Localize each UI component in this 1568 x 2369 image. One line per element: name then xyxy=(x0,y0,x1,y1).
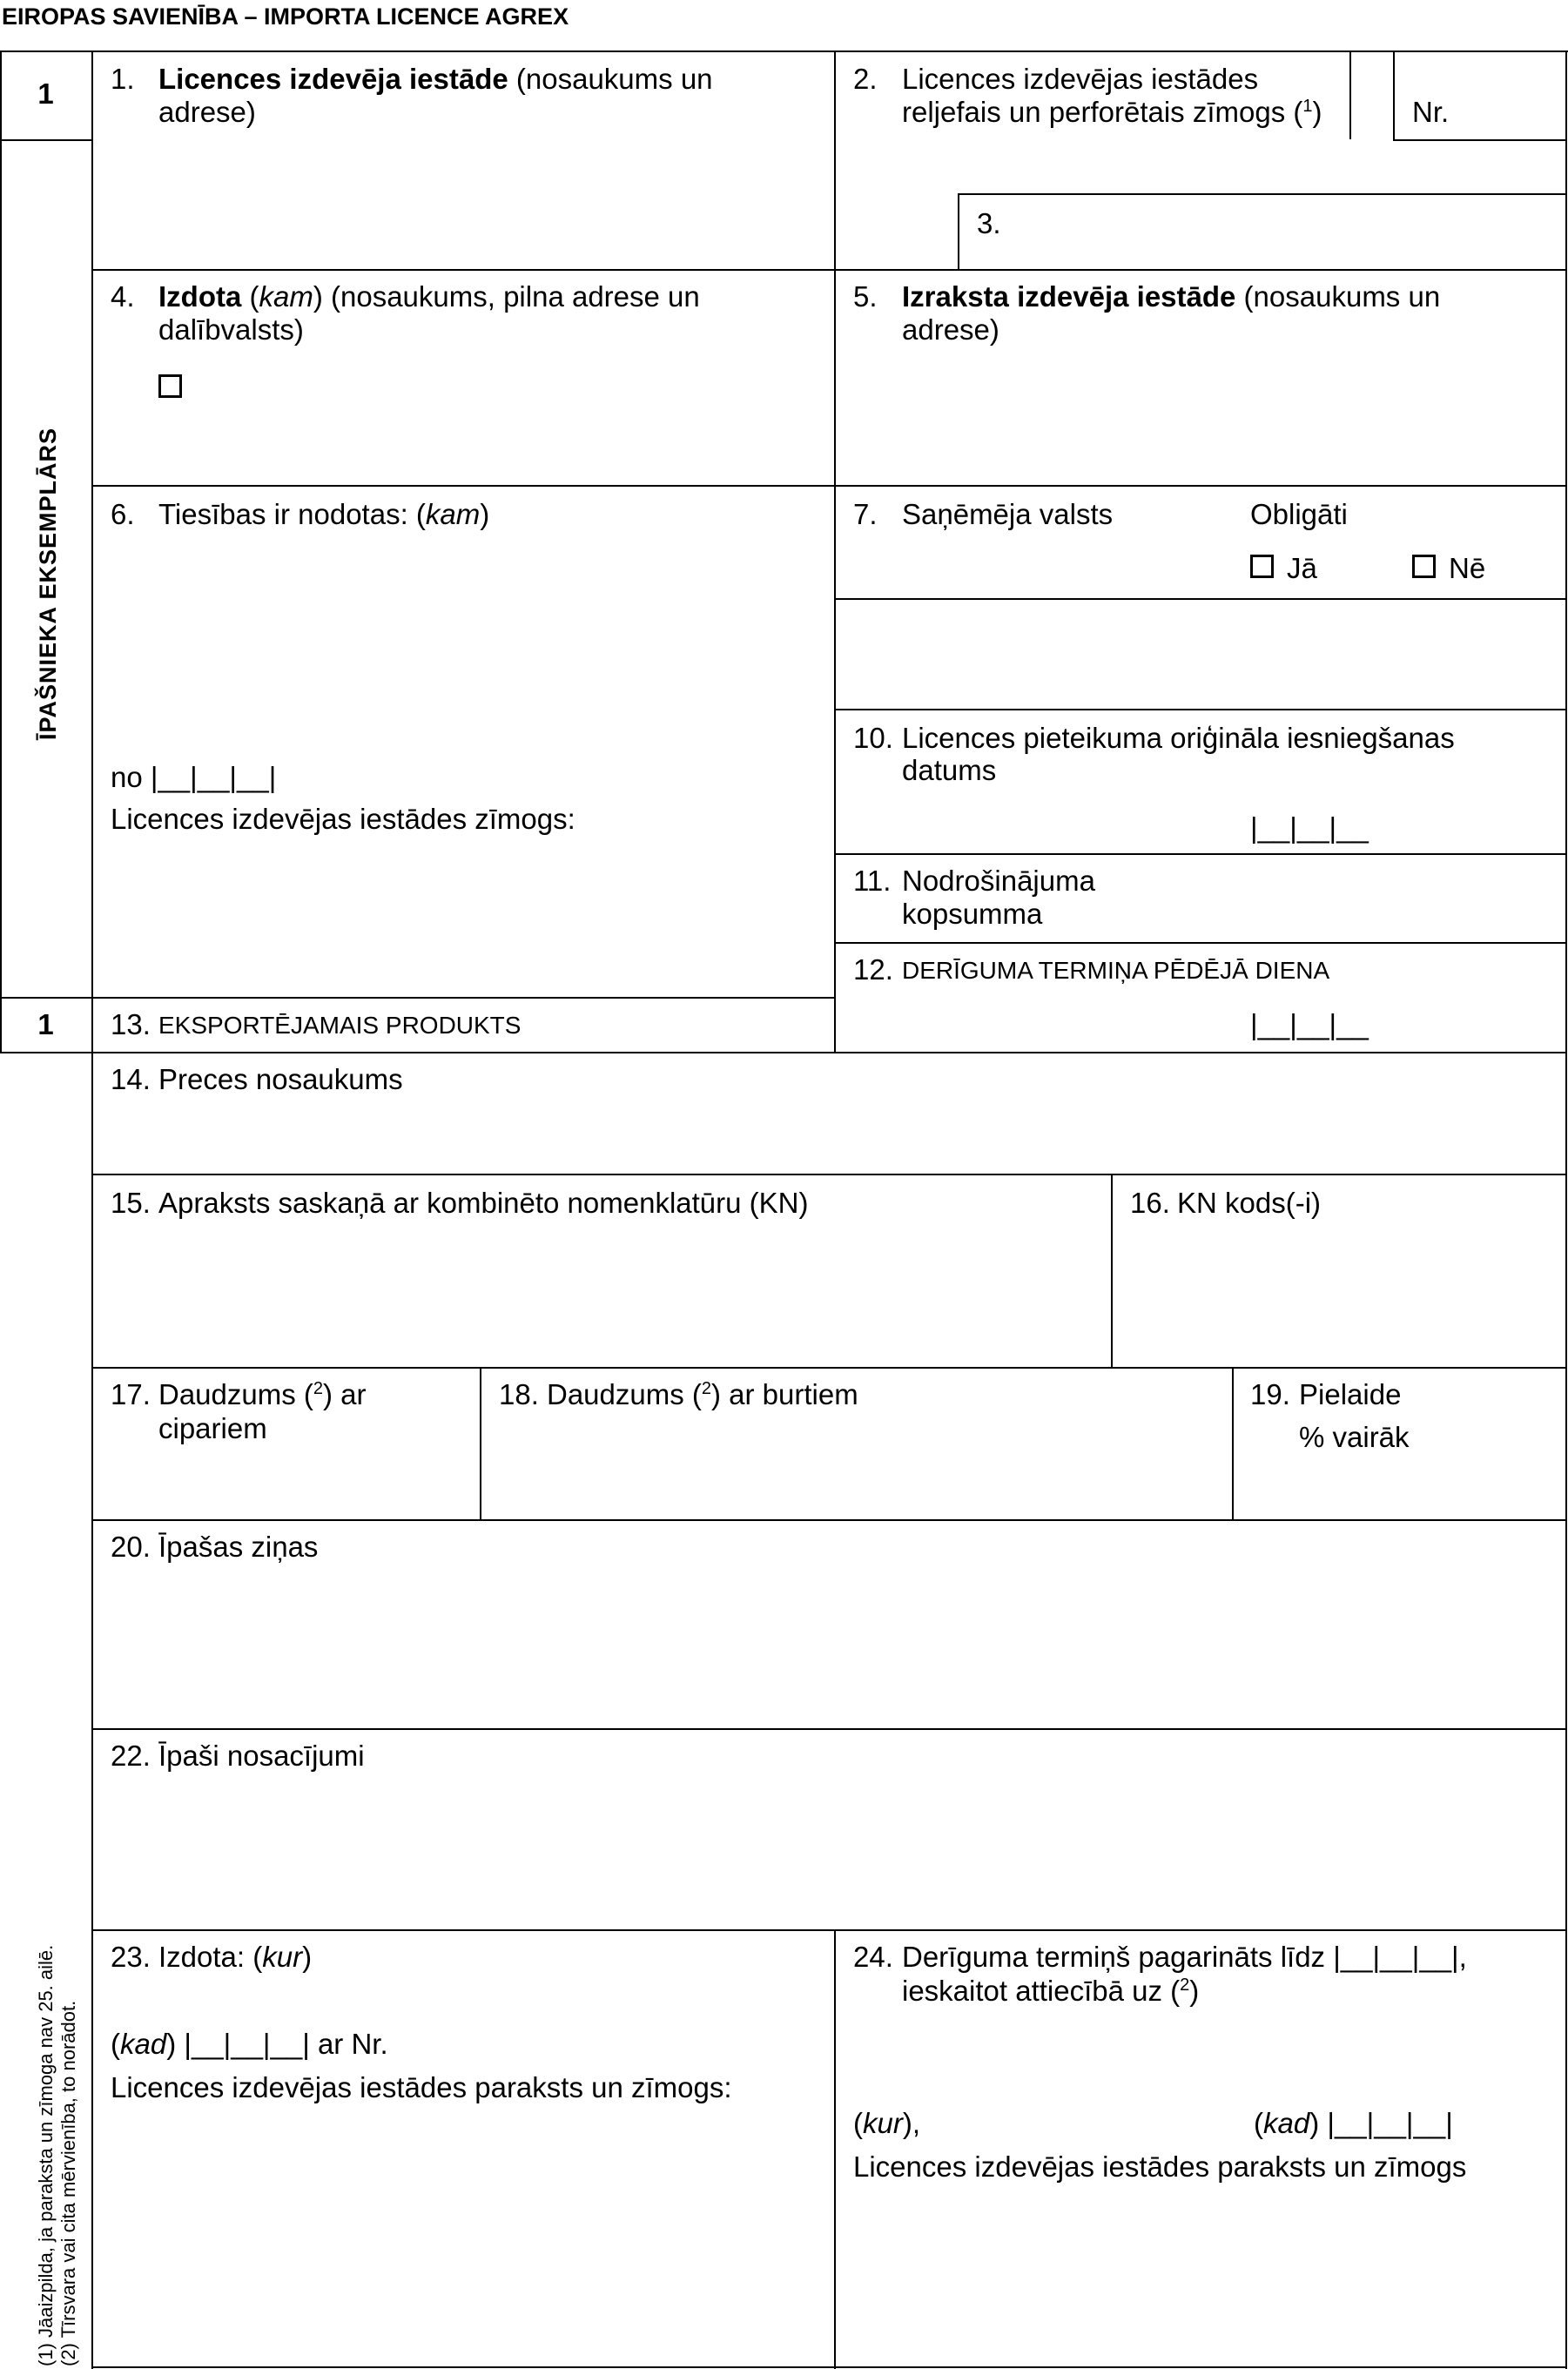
box-20-label: Īpašas ziņas xyxy=(158,1531,319,1563)
box-14-label: Preces nosaukums xyxy=(158,1063,403,1095)
box-2-nr-label: Nr. xyxy=(1412,96,1450,128)
copy-number-top: 1 xyxy=(37,77,54,110)
box-11-label-line2: kopsumma xyxy=(902,898,1043,930)
box-18-label: Daudzums ($^2$) ar burtiem xyxy=(547,1378,858,1410)
box-23-sign-label: Licences izdevējas iestādes paraksts un zīmogs: xyxy=(111,2071,732,2103)
copy-number-bottom: 1 xyxy=(37,1008,54,1040)
box-23-date-line: (kad) |__|__|__| ar Nr. xyxy=(111,2028,388,2060)
box-6-stamp-label: Licences izdevējas iestādes zīmogs: xyxy=(111,803,575,835)
box-10-date: |__|__|__ xyxy=(1250,811,1369,844)
box-24-place: (kur), xyxy=(853,2107,921,2139)
box-14-number: 14. xyxy=(111,1063,151,1095)
footnotes xyxy=(35,1945,80,2366)
box-17-label-line1: Daudzums ($^2$) ar xyxy=(158,1378,367,1410)
box-17-number: 17. xyxy=(111,1378,151,1410)
box-1-label-line1: Licences izdevēja iestāde (nosaukums un xyxy=(158,63,713,95)
box-7-label: Saņēmēja valsts xyxy=(902,498,1114,530)
box-5-label-line2: adrese) xyxy=(902,313,999,346)
box-24-number: 24. xyxy=(853,1941,893,1973)
box-22-number: 22. xyxy=(111,1740,151,1772)
box-7-mandatory-label: Obligāti xyxy=(1250,498,1348,530)
box-23-label: Izdota: (kur) xyxy=(158,1941,313,1973)
box-11-number: 11. xyxy=(853,865,892,897)
box-6-number: 6. xyxy=(111,498,135,530)
box-19-label: Pielaide xyxy=(1299,1378,1402,1410)
box-7-yes-label: Jā xyxy=(1287,552,1317,584)
box-1-number: 1. xyxy=(111,63,135,95)
box-22-label: Īpaši nosacījumi xyxy=(158,1740,365,1772)
box-4-number: 4. xyxy=(111,280,135,313)
box-12-number: 12. xyxy=(853,953,893,986)
box-3-number: 3. xyxy=(977,207,1001,239)
box-2-label-line2: reljefais un perforētais zīmogs ($^1$) xyxy=(902,96,1322,128)
box-6-date-line: no |__|__|__| xyxy=(111,761,277,793)
box-11-label-line1: Nodrošinājuma xyxy=(902,865,1095,897)
box-13-label: EKSPORTĒJAMAIS PRODUKTS xyxy=(158,1012,522,1039)
box-17-label-line2: cipariem xyxy=(158,1412,267,1444)
box-15-label: Apraksts saskaņā ar kombinēto nomenklatūru (KN) xyxy=(158,1187,809,1219)
box-24-date: (kad) |__|__|__| xyxy=(1254,2107,1453,2139)
box-4-checkbox[interactable] xyxy=(158,374,182,398)
box-13-number: 13. xyxy=(111,1008,151,1040)
box-19-sub: % vairāk xyxy=(1299,1421,1410,1453)
box-2-number: 2. xyxy=(853,63,878,95)
box-20-number: 20. xyxy=(111,1531,151,1563)
box-1-label-line2: adrese) xyxy=(158,96,256,128)
copy-label: ĪPAŠNIEKA EKSEMPLĀRS xyxy=(35,427,61,740)
box-16-number: 16. xyxy=(1130,1187,1170,1219)
box-7-no-label: Nē xyxy=(1449,552,1486,584)
box-4-label-line2: dalībvalsts) xyxy=(158,313,304,346)
box-7-number: 7. xyxy=(853,498,878,530)
box-23-number: 23. xyxy=(111,1941,151,1973)
box-19-number: 19. xyxy=(1250,1378,1290,1410)
box-16-label: KN kods(-i) xyxy=(1177,1187,1322,1219)
box-12-label: DERĪGUMA TERMIŅA PĒDĒJĀ DIENA xyxy=(902,957,1330,984)
box-24-sign-label: Licences izdevējas iestādes paraksts un zīmogs xyxy=(853,2150,1467,2183)
box-6-label: Tiesības ir nodotas: (kam) xyxy=(158,498,490,530)
box-5-number: 5. xyxy=(853,280,878,313)
box-5-label-line1: Izraksta izdevēja iestāde (nosaukums un xyxy=(902,280,1441,313)
footnote-1: (1) Jāaizpilda, ja paraksta un zīmoga nav 25. ailē. xyxy=(35,1944,57,2366)
box-10-number: 10. xyxy=(853,722,893,754)
box-18-number: 18. xyxy=(499,1378,539,1410)
box-12-date: |__|__|__ xyxy=(1250,1008,1369,1040)
box-10-label-line1: Licences pieteikuma oriģināla iesniegšanas xyxy=(902,722,1455,754)
box-7-no-checkbox[interactable] xyxy=(1412,555,1436,578)
box-24-label-line1: Derīguma termiņš pagarināts līdz |__|__|__|, xyxy=(902,1941,1467,1973)
box-7-yes-checkbox[interactable] xyxy=(1250,555,1274,578)
box-2-label-line1: Licences izdevējas iestādes xyxy=(902,63,1259,95)
box-15-number: 15. xyxy=(111,1187,151,1219)
footnote-2: (2) Tīrsvara vai cita mērvienība, to norādot. xyxy=(57,2000,79,2366)
form-title: EIROPAS SAVIENĪBA – IMPORTA LICENCE AGREX xyxy=(2,3,569,30)
box-10-label-line2: datums xyxy=(902,754,997,786)
box-24-label-line2: ieskaitot attiecībā uz ($^2$) xyxy=(902,1975,1200,2007)
box-4-label-line1: Izdota (kam) (nosaukums, pilna adrese un xyxy=(158,280,700,313)
